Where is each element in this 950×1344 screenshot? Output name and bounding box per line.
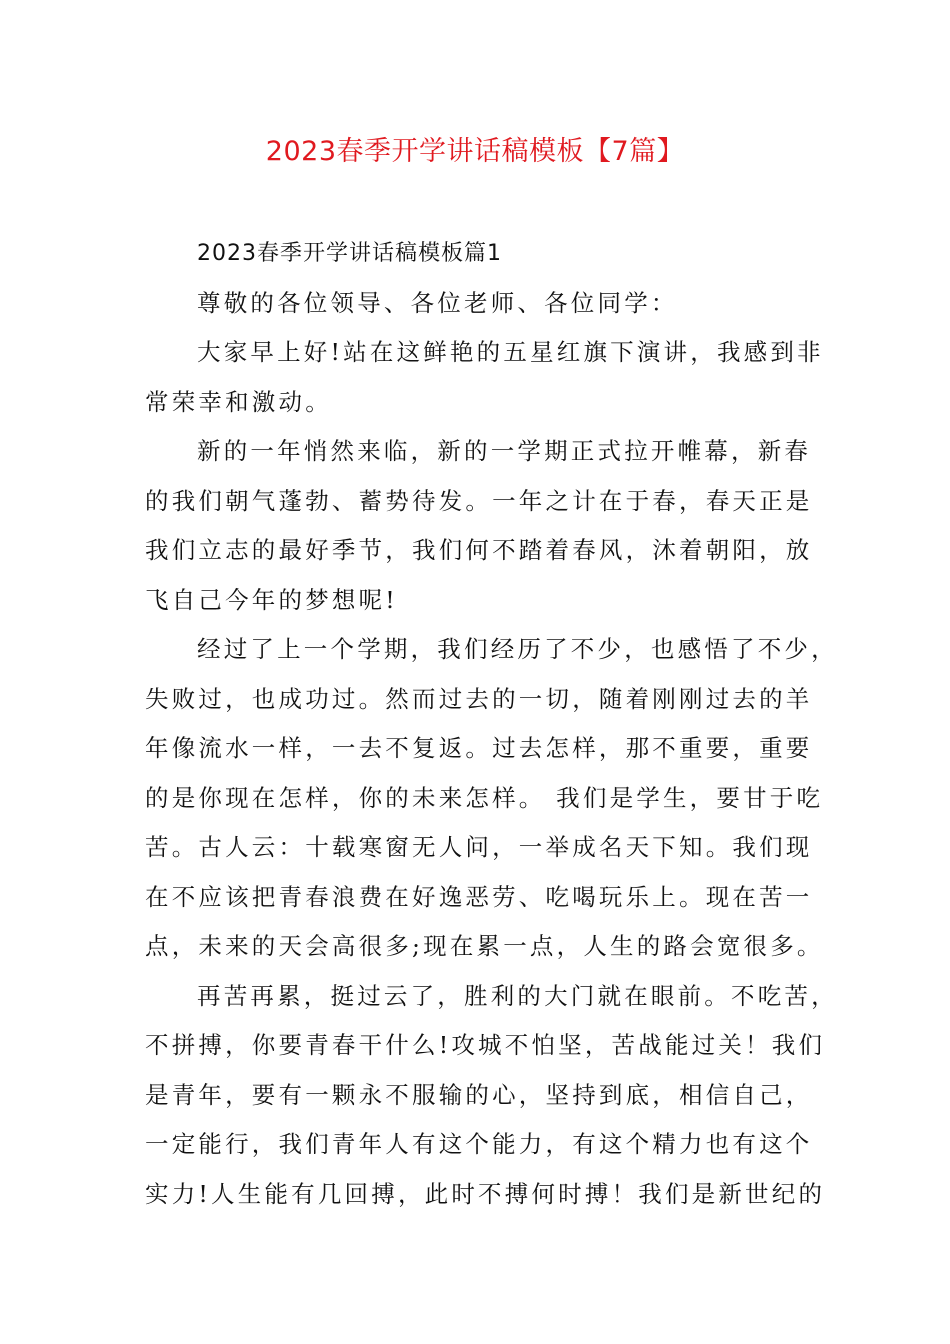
paragraph-line: 失败过，也成功过。然而过去的一切，随着刚刚过去的羊 [145, 684, 813, 713]
paragraph-line: 实力!人生能有几回搏，此时不搏何时搏！我们是新世纪的 [145, 1179, 826, 1208]
paragraph-line: 的是你现在怎样，你的未来怎样。 我们是学生，要甘于吃 [145, 783, 824, 812]
paragraph-line: 新的一年悄然来临，新的一学期正式拉开帷幕，新春 [197, 437, 812, 465]
document-title: 2023春季开学讲话稿模板【7篇】 [265, 136, 685, 167]
paragraph-line: 年像流水一样，一去不复返。过去怎样，那不重要，重要 [145, 734, 813, 762]
paragraph-line: 飞自己今年的梦想呢! [145, 585, 398, 614]
paragraph-line: 大家早上好!站在这鲜艳的五星红旗下演讲，我感到非 [197, 338, 824, 366]
paragraph-line: 一定能行，我们青年人有这个能力，有这个精力也有这个 [145, 1130, 813, 1158]
paragraph-line: 常荣幸和激动。 [145, 387, 332, 416]
paragraph-line: 是青年，要有一颗永不服输的心，坚持到底，相信自己， [145, 1080, 813, 1109]
paragraph-line: 的我们朝气蓬勃、蓄势待发。一年之计在于春，春天正是 [145, 486, 813, 515]
salutation: 尊敬的各位领导、各位老师、各位同学： [197, 288, 678, 317]
paragraph-line: 再苦再累，挺过云了，胜利的大门就在眼前。不吃苦， [197, 981, 838, 1010]
section-heading: 2023春季开学讲话稿模板篇1 [197, 241, 502, 266]
paragraph-line: 我们立志的最好季节，我们何不踏着春风，沐着朝阳，放 [145, 536, 813, 564]
document-body [145, 229, 838, 1219]
paragraph-line: 点，未来的天会高很多;现在累一点，人生的路会宽很多。 [145, 932, 824, 960]
paragraph-line: 经过了上一个学期，我们经历了不少，也感悟了不少， [197, 635, 838, 663]
paragraph-line: 苦。古人云：十载寒窗无人问，一举成名天下知。我们现 [145, 833, 813, 861]
paragraph-line: 在不应该把青春浪费在好逸恶劳、吃喝玩乐上。现在苦一 [145, 882, 813, 911]
paragraph-line: 不拼搏，你要青春干什么!攻城不怕坚，苦战能过关！我们 [145, 1031, 826, 1059]
